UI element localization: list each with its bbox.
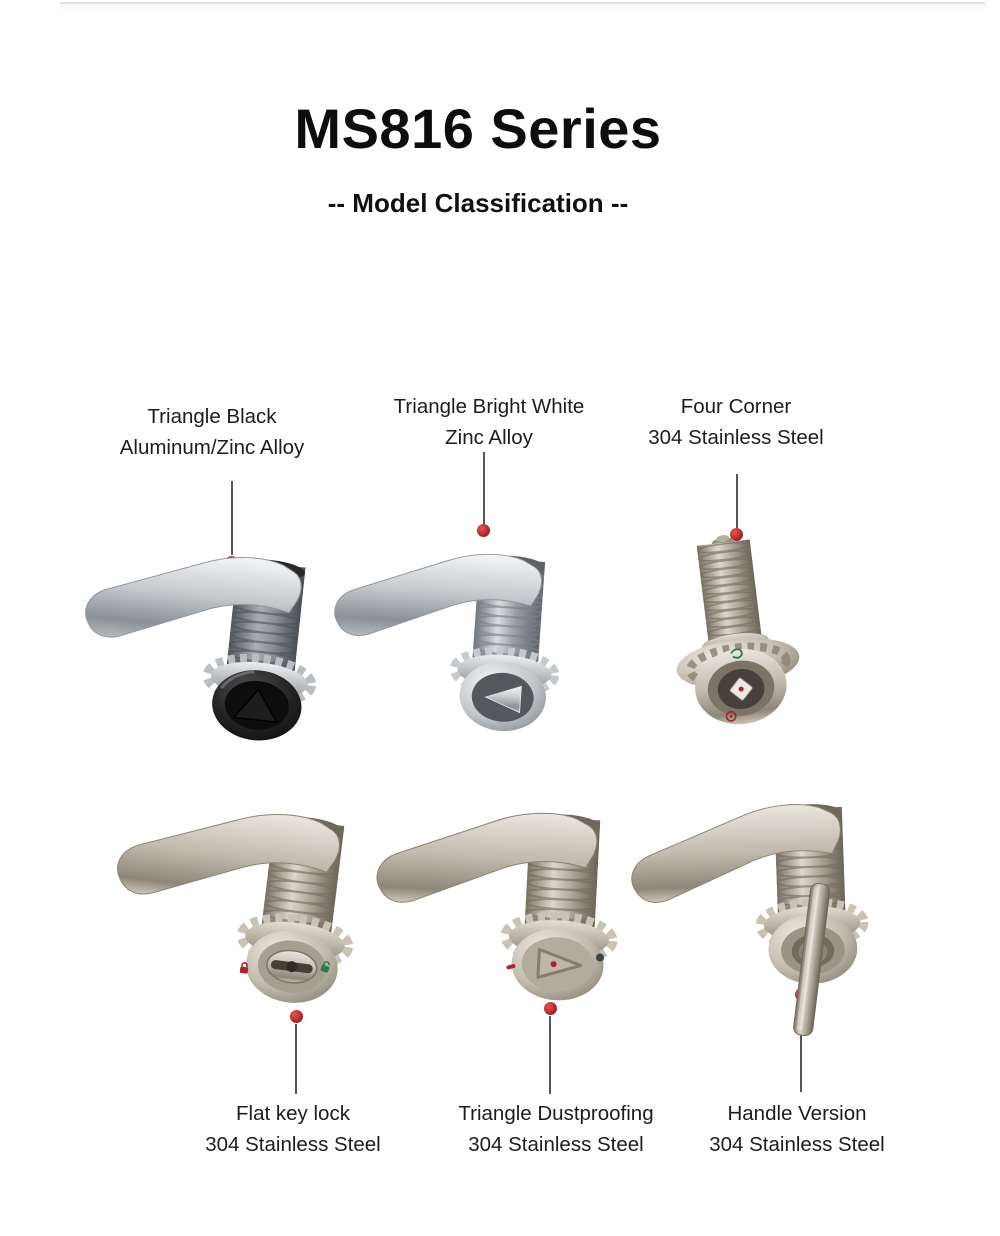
- product-material: Zinc Alloy: [445, 426, 533, 449]
- product-image-handle-version: [612, 760, 902, 1040]
- callout-line: [736, 474, 738, 528]
- product-image-triangle-black: [58, 514, 350, 767]
- threaded-barrel: [697, 539, 762, 645]
- product-name: Handle Version: [727, 1102, 867, 1125]
- top-divider-shade: [60, 4, 985, 14]
- product-name: Four Corner: [680, 395, 792, 418]
- product-image-triangle-dustproofing: [352, 768, 652, 1028]
- product-material: 304 Stainless Steel: [468, 1133, 644, 1156]
- product-image-triangle-bright-white: [310, 512, 592, 756]
- product-material: 304 Stainless Steel: [648, 426, 824, 449]
- page-subtitle: -- Model Classification --: [327, 188, 629, 218]
- product-image-four-corner: [612, 530, 862, 747]
- lock-mark-icon: [240, 962, 249, 973]
- product-label-triangle-black: [62, 401, 362, 463]
- product-label-flat-key-lock: [143, 1098, 443, 1160]
- product-name: Triangle Dustproofing: [458, 1102, 654, 1125]
- product-name: Triangle Black: [147, 405, 277, 428]
- product-material: 304 Stainless Steel: [709, 1133, 885, 1156]
- callout-line: [295, 1024, 297, 1094]
- product-material: 304 Stainless Steel: [205, 1133, 381, 1156]
- product-label-four-corner: [586, 391, 886, 453]
- product-name: Flat key lock: [236, 1102, 350, 1125]
- product-label-handle-version: [647, 1098, 947, 1160]
- product-name: Triangle Bright White: [393, 395, 585, 418]
- product-material: Aluminum/Zinc Alloy: [119, 436, 305, 459]
- product-image-flat-key-lock: [88, 770, 388, 1030]
- page-title: MS816 Series: [294, 97, 662, 160]
